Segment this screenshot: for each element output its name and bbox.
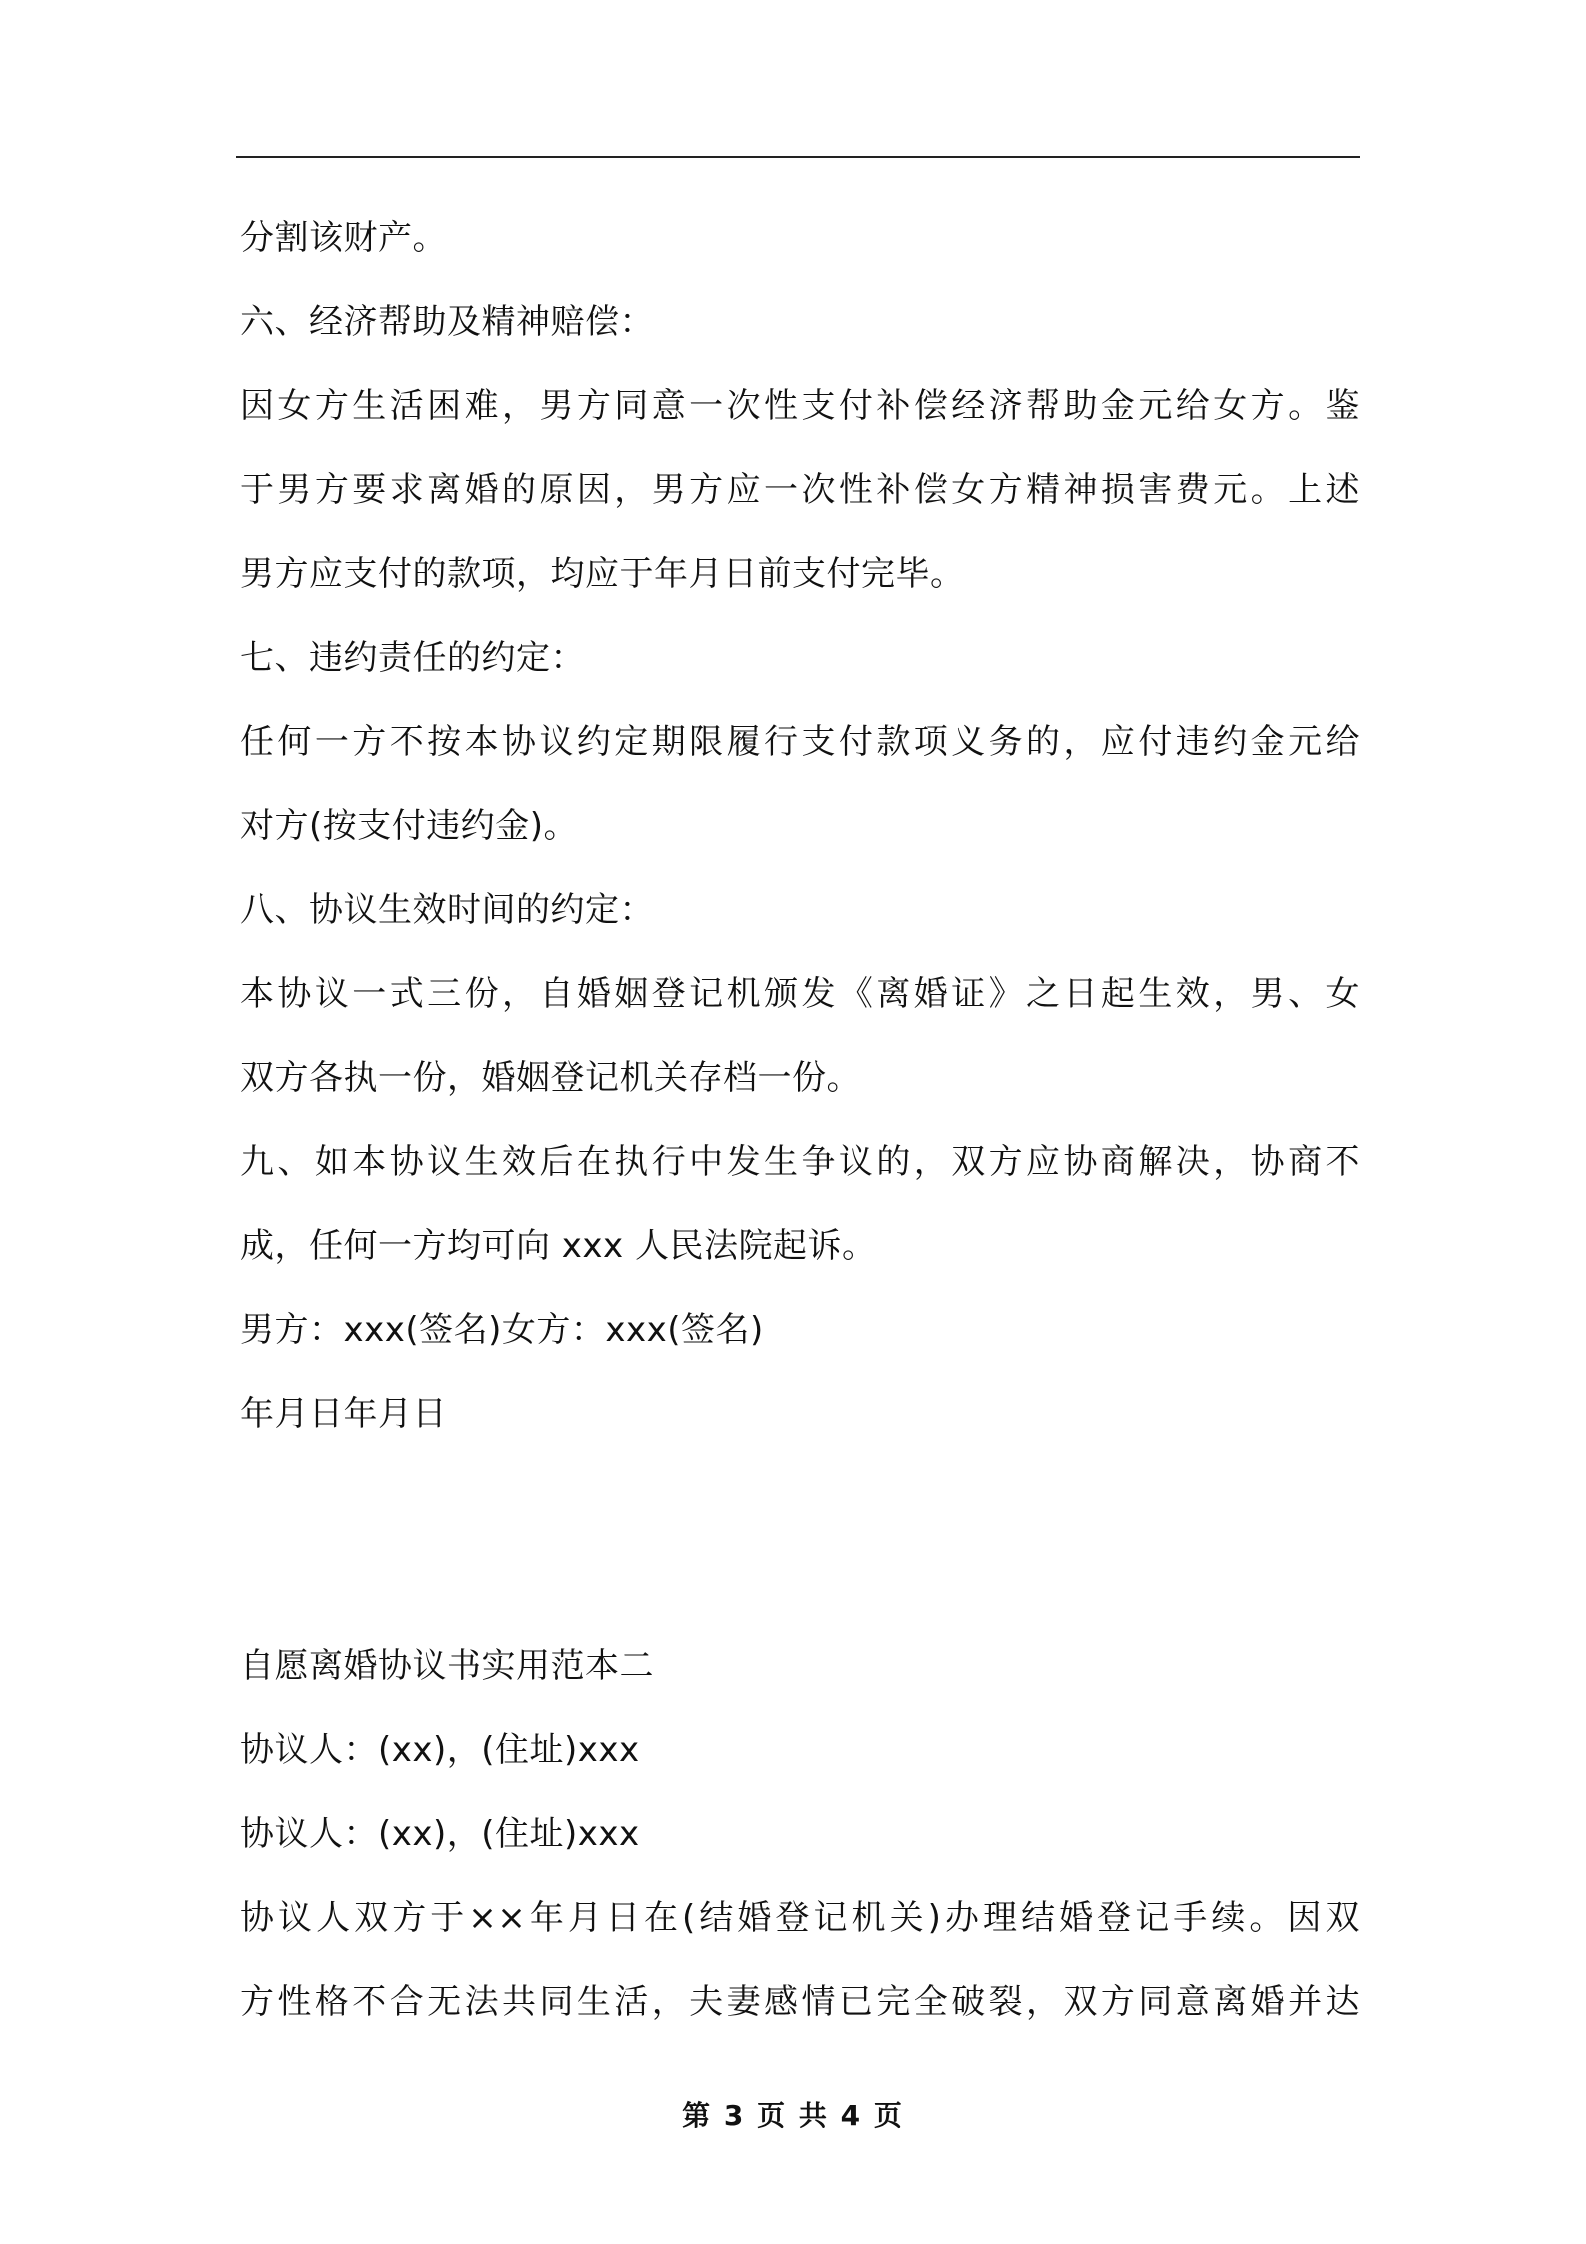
paragraph-line: 成，任何一方均可向 xxx 人民法院起诉。 <box>240 1226 877 1266</box>
date-line: 年月日年月日 <box>240 1394 447 1434</box>
paragraph-line: 分割该财产。 <box>240 218 447 258</box>
party-line: 协议人：(xx)，(住址)xxx <box>240 1730 640 1770</box>
section-gap <box>240 1456 1360 1624</box>
section-heading-six: 六、经济帮助及精神赔偿： <box>240 302 654 342</box>
paragraph-line: 本协议一式三份，自婚姻登记机颁发《离婚证》之日起生效，男、女 <box>240 974 1360 1014</box>
document-title-two: 自愿离婚协议书实用范本二 <box>240 1646 654 1686</box>
paragraph-line: 于男方要求离婚的原因，男方应一次性补偿女方精神损害费元。上述 <box>240 470 1360 510</box>
paragraph-line: 双方各执一份，婚姻登记机关存档一份。 <box>240 1058 861 1098</box>
paragraph-line: 任何一方不按本协议约定期限履行支付款项义务的，应付违约金元给 <box>240 722 1360 762</box>
section-heading-eight: 八、协议生效时间的约定： <box>240 890 654 930</box>
party-line: 协议人：(xx)，(住址)xxx <box>240 1814 640 1854</box>
paragraph-line: 男方应支付的款项，均应于年月日前支付完毕。 <box>240 554 965 594</box>
header-rule <box>236 156 1360 158</box>
section-heading-seven: 七、违约责任的约定： <box>240 638 585 678</box>
document-body <box>240 196 1360 2044</box>
paragraph-line: 因女方生活困难，男方同意一次性支付补偿经济帮助金元给女方。鉴 <box>240 386 1360 426</box>
paragraph-line: 对方(按支付违约金)。 <box>240 806 579 846</box>
signature-line: 男方：xxx(签名)女方：xxx(签名) <box>240 1310 764 1350</box>
section-heading-nine: 九、如本协议生效后在执行中发生争议的，双方应协商解决，协商不 <box>240 1142 1360 1182</box>
page-number: 第 3 页 共 4 页 <box>682 2099 904 2132</box>
paragraph-line: 协议人双方于××年月日在(结婚登记机关)办理结婚登记手续。因双 <box>240 1898 1360 1938</box>
paragraph-line: 方性格不合无法共同生活，夫妻感情已完全破裂，双方同意离婚并达 <box>240 1982 1360 2022</box>
